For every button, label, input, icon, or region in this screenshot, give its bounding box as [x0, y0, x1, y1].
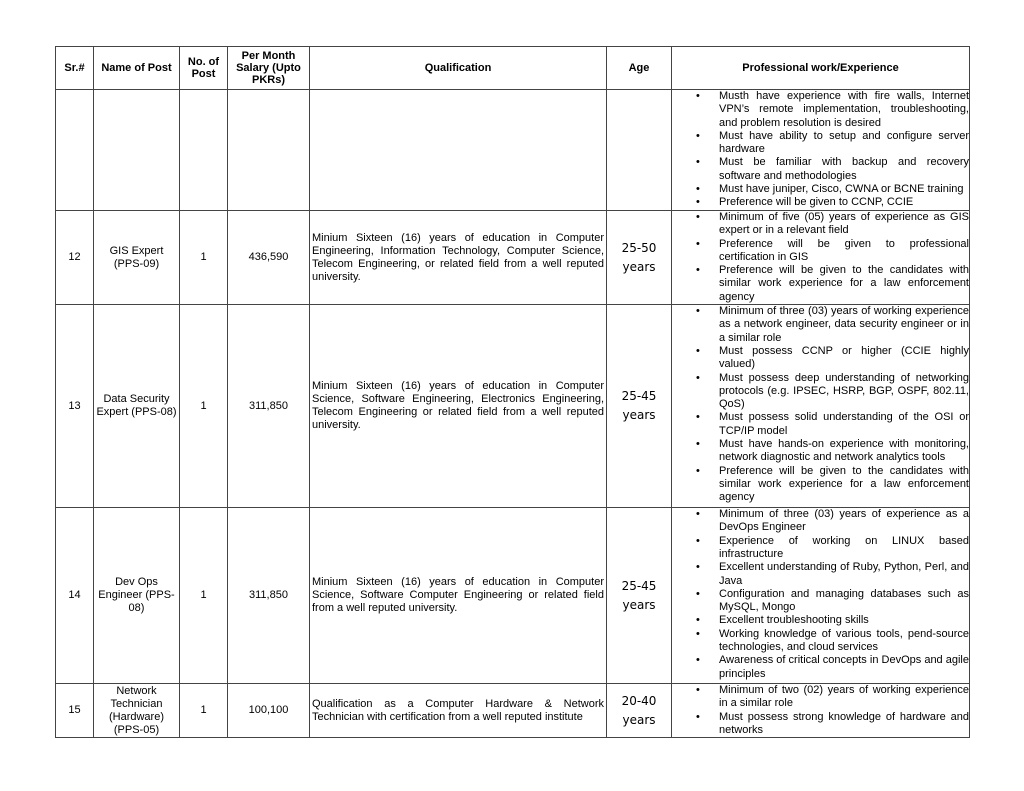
- header-salary: Per Month Salary (Upto PKRs): [228, 47, 310, 90]
- header-experience: Professional work/Experience: [672, 47, 970, 90]
- experience-item: • Preference will be given to the candidates with similar work experience for a law enforcement agency: [672, 465, 969, 505]
- salary-cell: 311,850: [228, 508, 310, 684]
- age-range: 20-40: [621, 693, 657, 708]
- sr-cell: 13: [56, 305, 94, 508]
- experience-item: • Excellent understanding of Ruby, Python, Perl, and Java: [672, 561, 969, 588]
- header-row: [56, 47, 970, 90]
- table-row: [56, 211, 970, 305]
- experience-item: • Experience of working on LINUX based infrastructure: [672, 535, 969, 562]
- age-cell: [607, 211, 672, 305]
- experience-cell: [672, 508, 970, 684]
- experience-item: • Excellent troubleshooting skills: [672, 614, 969, 627]
- header-age: Age: [607, 47, 672, 90]
- experience-cell: [672, 684, 970, 738]
- qualification-cell: [310, 90, 607, 211]
- experience-item: • Must possess CCNP or higher (CCIE highly valued): [672, 345, 969, 372]
- age-unit: years: [622, 597, 656, 612]
- experience-item: • Minimum of two (02) years of working experience in a similar role: [672, 684, 969, 711]
- qualification-cell: Minium Sixteen (16) years of education in Computer Science, Software Computer Engineering or related field from a well reputed university.: [310, 508, 607, 684]
- header-name: Name of Post: [94, 47, 180, 90]
- experience-list: [672, 684, 969, 737]
- experience-item: • Preference will be given to the candidates with similar work experience for a law enforcement agency: [672, 264, 969, 304]
- qualification-cell: Minium Sixteen (16) years of education in Computer Science, Software Engineering, Electronics Engineering, Telecom Engineering or related field from a well reputed university.: [310, 305, 607, 508]
- experience-cell: [672, 211, 970, 305]
- post-name-cell: Network Technician (Hardware) (PPS-05): [94, 684, 180, 738]
- experience-item: • Minimum of three (03) years of experience as a DevOps Engineer: [672, 508, 969, 535]
- header-sr: Sr.#: [56, 47, 94, 90]
- experience-item: • Must be familiar with backup and recovery software and methodologies: [672, 156, 969, 183]
- experience-list: [672, 211, 969, 304]
- experience-cell: [672, 90, 970, 211]
- qualification-cell: Minium Sixteen (16) years of education in Computer Engineering, Information Technology, Computer Science, Telecom Engineering, or related field from a well reputed university.: [310, 211, 607, 305]
- no-of-post-cell: 1: [180, 211, 228, 305]
- salary-cell: [228, 90, 310, 211]
- experience-item: • Must possess deep understanding of networking protocols (e.g. IPSEC, HSRP, BGP, OSPF, 802.11, QoS): [672, 372, 969, 412]
- qualification-cell: Qualification as a Computer Hardware & Network Technician with certification from a well reputed institute: [310, 684, 607, 738]
- no-of-post-cell: 1: [180, 508, 228, 684]
- post-name-cell: Dev Ops Engineer (PPS-08): [94, 508, 180, 684]
- table-row: [56, 508, 970, 684]
- experience-item: • Must have juniper, Cisco, CWNA or BCNE training: [672, 183, 969, 196]
- experience-item: • Must possess solid understanding of the OSI or TCP/IP model: [672, 411, 969, 438]
- header-no-of-post: No. of Post: [180, 47, 228, 90]
- table-row: [56, 684, 970, 738]
- salary-cell: 100,100: [228, 684, 310, 738]
- age-cell: [607, 508, 672, 684]
- age-range: 25-50: [621, 240, 657, 255]
- age-cell: [607, 684, 672, 738]
- table-row: [56, 90, 970, 211]
- jobs-table: [55, 46, 970, 738]
- experience-list: [672, 508, 969, 681]
- experience-item: • Minimum of three (03) years of working experience as a network engineer, data security engineer or in a similar role: [672, 305, 969, 345]
- age-unit: years: [622, 408, 656, 423]
- experience-cell: [672, 305, 970, 508]
- experience-list: [672, 90, 969, 210]
- age-range: 25-45: [621, 578, 657, 593]
- experience-item: • Preference will be given to CCNP, CCIE: [672, 196, 969, 209]
- experience-item: • Minimum of five (05) years of experience as GIS expert or in a relevant field: [672, 211, 969, 238]
- experience-item: • Awareness of critical concepts in DevOps and agile principles: [672, 654, 969, 681]
- sr-cell: 15: [56, 684, 94, 738]
- header-qualification: Qualification: [310, 47, 607, 90]
- experience-item: • Musth have experience with fire walls, Internet VPN’s remote implementation, troubleshooting, and problem resolution is desired: [672, 90, 969, 130]
- no-of-post-cell: [180, 90, 228, 211]
- age-unit: years: [622, 259, 656, 274]
- age-cell: [607, 305, 672, 508]
- age-cell: [607, 90, 672, 211]
- salary-cell: 311,850: [228, 305, 310, 508]
- sr-cell: 14: [56, 508, 94, 684]
- post-name-cell: [94, 90, 180, 211]
- experience-item: • Must possess strong knowledge of hardware and networks: [672, 711, 969, 738]
- experience-item: • Working knowledge of various tools, pend-source technologies, and cloud services: [672, 628, 969, 655]
- experience-item: • Preference will be given to professional certification in GIS: [672, 238, 969, 265]
- experience-list: [672, 305, 969, 504]
- no-of-post-cell: 1: [180, 305, 228, 508]
- sr-cell: 12: [56, 211, 94, 305]
- experience-item: • Must have ability to setup and configure server hardware: [672, 130, 969, 157]
- experience-item: • Configuration and managing databases such as MySQL, Mongo: [672, 588, 969, 615]
- experience-item: • Must have hands-on experience with monitoring, network diagnostic and network analytics tools: [672, 438, 969, 465]
- age-range: 25-45: [621, 389, 657, 404]
- table-row: [56, 305, 970, 508]
- post-name-cell: Data Security Expert (PPS-08): [94, 305, 180, 508]
- age-unit: years: [622, 712, 656, 727]
- salary-cell: 436,590: [228, 211, 310, 305]
- post-name-cell: GIS Expert (PPS-09): [94, 211, 180, 305]
- no-of-post-cell: 1: [180, 684, 228, 738]
- sr-cell: [56, 90, 94, 211]
